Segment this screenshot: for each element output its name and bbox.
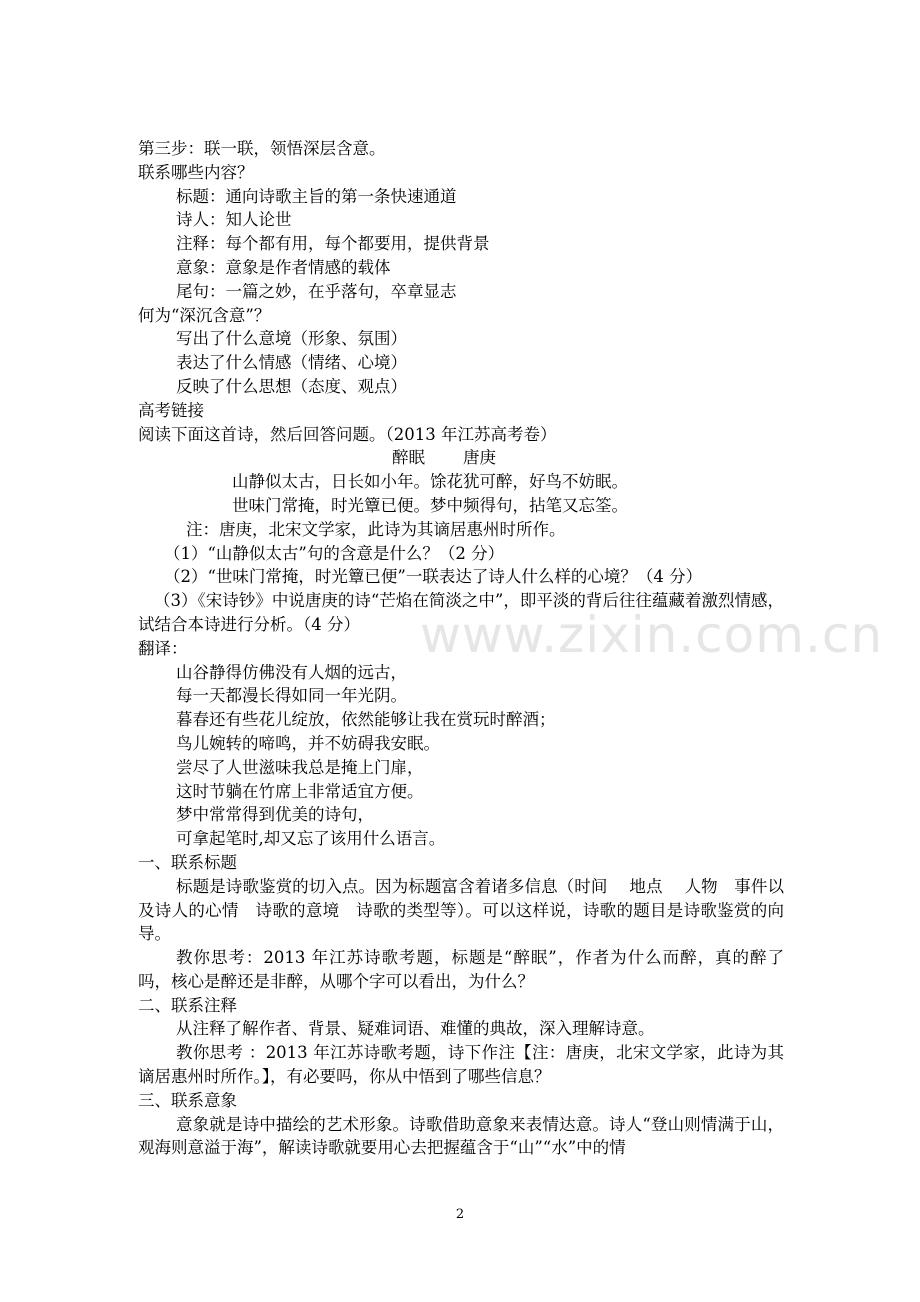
exam-link-heading: 高考链接: [138, 400, 204, 420]
question-2: （2）“世味门常掩，时光簟已便”一联表达了诗人什么样的心境？（4 分）: [164, 567, 703, 587]
section-3-paragraph-1: 意象就是诗中描绘的艺术形象。诗歌借助意象来表情达意。诗人“登山则情满于山，观海则意溢于海”，解读诗歌就要用心去把握蕴含于“山”“水”中的情: [138, 1114, 784, 1158]
page-number: 2: [455, 1207, 465, 1222]
section-1-paragraph-2: 教你思考：2013 年江苏诗歌考题，标题是“醉眠”，作者为什么而醉，真的醉了吗，核心是醉还是非醉，从哪个字可以看出，为什么？: [138, 948, 784, 991]
poem-title: 醉眠: [392, 448, 425, 468]
step-three-heading: 第三步：联一联，领悟深层含意。: [138, 139, 386, 158]
section-1-paragraph-1: 标题是诗歌鉴赏的切入点。因为标题富含着诸多信息（时间 地点 人物 事件以及诗人的心情 诗歌的意境 诗歌的类型等）。可以这样说，诗歌的题目是诗歌鉴赏的向导。: [138, 876, 784, 944]
item-notes: 注释：每个都有用，每个都要用，提供背景: [176, 234, 490, 254]
translation-line-3: 暮春还有些花儿绽放，依然能够让我在赏玩时醉酒；: [176, 710, 556, 730]
translation-label: 翻译：: [138, 638, 188, 658]
section-3-heading: 三、联系意象: [138, 1090, 237, 1110]
translation-line-8: 可拿起笔时,却又忘了该用什么语言。: [176, 829, 446, 849]
item-imagery: 意象：意象是作者情感的载体: [176, 257, 391, 277]
question-contents: 联系哪些内容？: [138, 162, 254, 182]
exam-instruction: 阅读下面这首诗，然后回答问题。（2013 年江苏高考卷）: [138, 424, 557, 444]
question-deep-meaning: 何为“深沉含意”？: [138, 305, 271, 325]
poem-title-line: [138, 446, 784, 470]
item-ending: 尾句：一篇之妙，在乎落句，卒章显志: [176, 281, 457, 301]
question-1: （1）“山静似太古”句的含意是什么？（2 分）: [164, 543, 505, 563]
item-thought: 反映了什么思想（态度、观点）: [176, 376, 407, 396]
translation-line-6: 这时节躺在竹席上非常适宜方便。: [176, 781, 424, 801]
question-3: （3）《宋诗钞》中说唐庚的诗“芒焰在简淡之中”，即平淡的背后往往蕴藏着激烈情感，试结合本诗进行分析。（4 分）: [138, 591, 784, 634]
poem-note: 注：唐庚，北宋文学家，此诗为其谪居惠州时所作。: [186, 519, 566, 539]
item-emotion: 表达了什么情感（情绪、心境）: [176, 353, 407, 373]
translation-line-1: 山谷静得仿佛没有人烟的远古，: [176, 662, 407, 682]
section-2-paragraph-1: 从注释了解作者、背景、疑难词语、难懂的典故，深入理解诗意。: [176, 1019, 655, 1039]
poem-line-1: 山静似太古，日长如小年。馀花犹可醉，好鸟不妨眠。: [232, 472, 628, 492]
section-2-paragraph-2: 教你思考 ：2013 年江苏诗歌考题，诗下作注【注：唐庚，北宋文学家，此诗为其谪居惠州时所作。】，有必要吗，你从中悟到了哪些信息？: [138, 1043, 784, 1087]
watermark: www.zixin.com.cn: [420, 606, 884, 664]
section-2-heading: 二、联系注释: [138, 995, 237, 1015]
translation-line-5: 尝尽了人世滋味我总是掩上门扉，: [176, 757, 424, 777]
poem-author: 唐庚: [463, 448, 496, 468]
translation-line-2: 每一天都漫长得如同一年光阴。: [176, 686, 407, 706]
section-1-heading: 一、联系标题: [138, 852, 237, 872]
poem-line-2: 世味门常掩，时光簟已便。梦中频得句，拈笔又忘筌。: [232, 495, 628, 515]
document-body: [138, 137, 784, 1160]
translation-line-7: 梦中常常得到优美的诗句，: [176, 805, 374, 825]
item-poet: 诗人：知人论世: [176, 210, 292, 230]
item-title: 标题：通向诗歌主旨的第一条快速通道: [176, 186, 457, 206]
translation-line-4: 鸟儿婉转的啼鸣，并不妨碍我安眠。: [176, 733, 440, 753]
item-mood: 写出了什么意境（形象、氛围）: [176, 329, 407, 349]
